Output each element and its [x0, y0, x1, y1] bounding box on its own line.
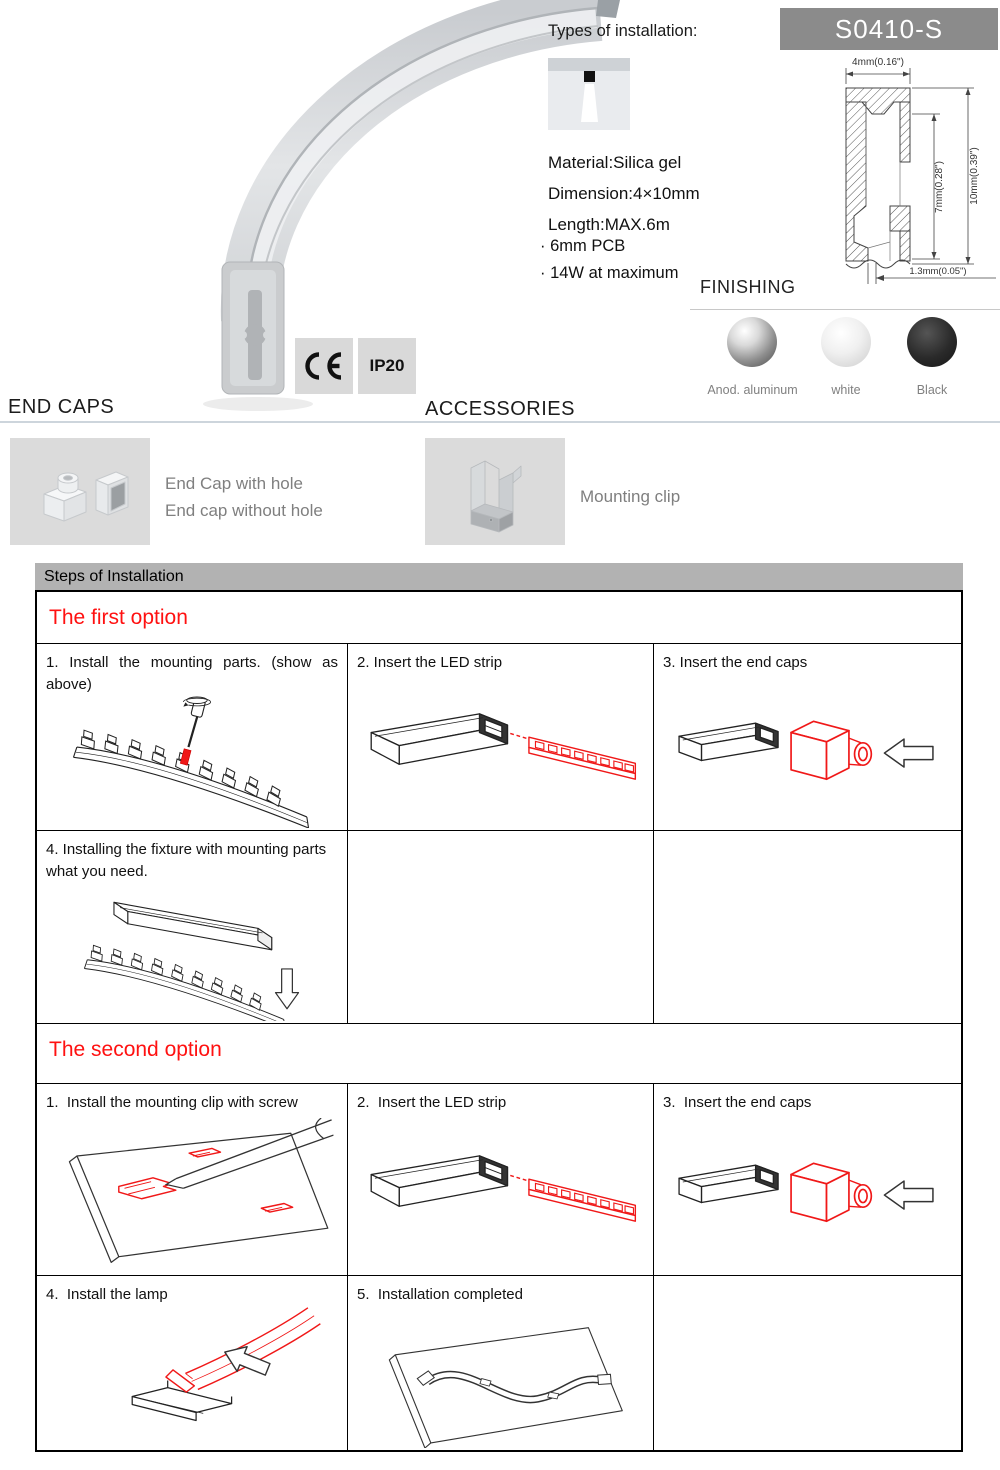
mounting-clip-screw-illustration: [37, 1118, 345, 1270]
ce-mark-badge: [295, 338, 353, 394]
installation-steps-table: [35, 590, 963, 1452]
end-caps-image: [10, 438, 150, 545]
finish-label-aluminum: Anod. aluminum: [707, 383, 798, 397]
option1-step3-text: 3. Insert the end caps: [663, 654, 808, 671]
dim-width-label: 4mm(0.16"): [852, 57, 904, 68]
option2-step3-cell: [654, 1084, 961, 1276]
spec-length: Length:MAX.6m: [548, 215, 670, 234]
option2-heading: The second option: [37, 1024, 961, 1084]
insert-end-cap-illustration: [656, 684, 956, 824]
option2-step3-text: 3. Insert the end caps: [663, 1094, 812, 1111]
end-cap-with-hole-label: End Cap with hole: [165, 474, 303, 493]
option1-empty-cell-1: [348, 831, 654, 1024]
option2-step5-cell: [348, 1276, 654, 1450]
finishing-title: FINISHING: [700, 277, 796, 297]
section-divider: [0, 421, 1000, 423]
install-lamp-illustration: [39, 1306, 339, 1448]
option1-step1-cell: [37, 644, 348, 831]
dim-7mm-label: 7mm(0.28"): [934, 161, 945, 213]
finish-swatch-aluminum: [727, 317, 777, 367]
steps-of-installation-bar: Steps of Installation: [35, 563, 963, 590]
option1-step1-text: 1. Install the mounting parts. (show as above): [46, 654, 338, 693]
finish-swatch-black: [907, 317, 957, 367]
ce-mark-icon: [302, 351, 346, 381]
option2-step4-text: 4. Install the lamp: [46, 1286, 168, 1303]
feature-block: [540, 233, 678, 287]
option2-step5-text: 5. Installation completed: [357, 1286, 523, 1303]
option2-step2-text: 2. Insert the LED strip: [357, 1094, 507, 1111]
ip20-badge: [358, 338, 416, 394]
dim-10mm-label: 10mm(0.39"): [969, 147, 980, 205]
option1-step2-text: 2. Insert the LED strip: [357, 654, 503, 671]
insert-led-strip-illustration: [350, 684, 650, 824]
option1-step3-cell: [654, 644, 961, 831]
mounting-rail-screw-illustration: [41, 696, 341, 828]
option2-empty-cell: [654, 1276, 961, 1450]
dim-bottom-label: 1.3mm(0.05"): [909, 266, 967, 277]
option1-empty-cell-2: [654, 831, 961, 1024]
recessed-install-icon: [548, 58, 630, 130]
fixture-mounting-illustration: [39, 887, 339, 1021]
end-cap-without-hole-label: End cap without hole: [165, 501, 323, 520]
spec-block: [548, 147, 700, 240]
finish-label-black: Black: [916, 383, 948, 397]
mounting-clip-label: Mounting clip: [580, 487, 681, 506]
cross-section-diagram: [828, 56, 1000, 300]
end-caps-render-icon: [10, 438, 150, 545]
finishing-divider: [690, 309, 1000, 310]
end-caps-title: END CAPS: [8, 396, 115, 418]
mounting-clip-render-icon: [425, 438, 565, 545]
option2-step1-cell: [37, 1084, 348, 1276]
option2-step4-cell: [37, 1276, 348, 1450]
finish-label-white: white: [831, 383, 861, 397]
option1-step4-cell: [37, 831, 348, 1024]
option1-heading: The first option: [37, 592, 961, 644]
finish-swatch-white: [821, 317, 871, 367]
types-of-installation-label: Types of installation:: [548, 22, 698, 40]
option2-step1-text: 1. Install the mounting clip with screw: [46, 1094, 298, 1111]
insert-led-strip-illustration-2: [350, 1126, 650, 1266]
end-cap-labels: [165, 470, 323, 524]
feature-power: · 14W at maximum: [540, 264, 679, 282]
accessories-title: ACCESSORIES: [425, 398, 575, 420]
option1-step2-cell: [348, 644, 654, 831]
option1-step4-text: 4. Installing the fixture with mounting parts what you need.: [46, 841, 327, 880]
insert-end-cap-illustration-2: [656, 1126, 956, 1266]
model-code-badge: S0410-S: [780, 8, 998, 50]
installation-completed-illustration: [352, 1304, 652, 1448]
feature-pcb: · 6mm PCB: [540, 237, 626, 255]
mounting-clip-image: [425, 438, 565, 545]
option2-step2-cell: [348, 1084, 654, 1276]
spec-material: Material:Silica gel: [548, 153, 682, 172]
ip20-label: IP20: [369, 356, 405, 375]
spec-dimension: Dimension:4×10mm: [548, 184, 700, 203]
